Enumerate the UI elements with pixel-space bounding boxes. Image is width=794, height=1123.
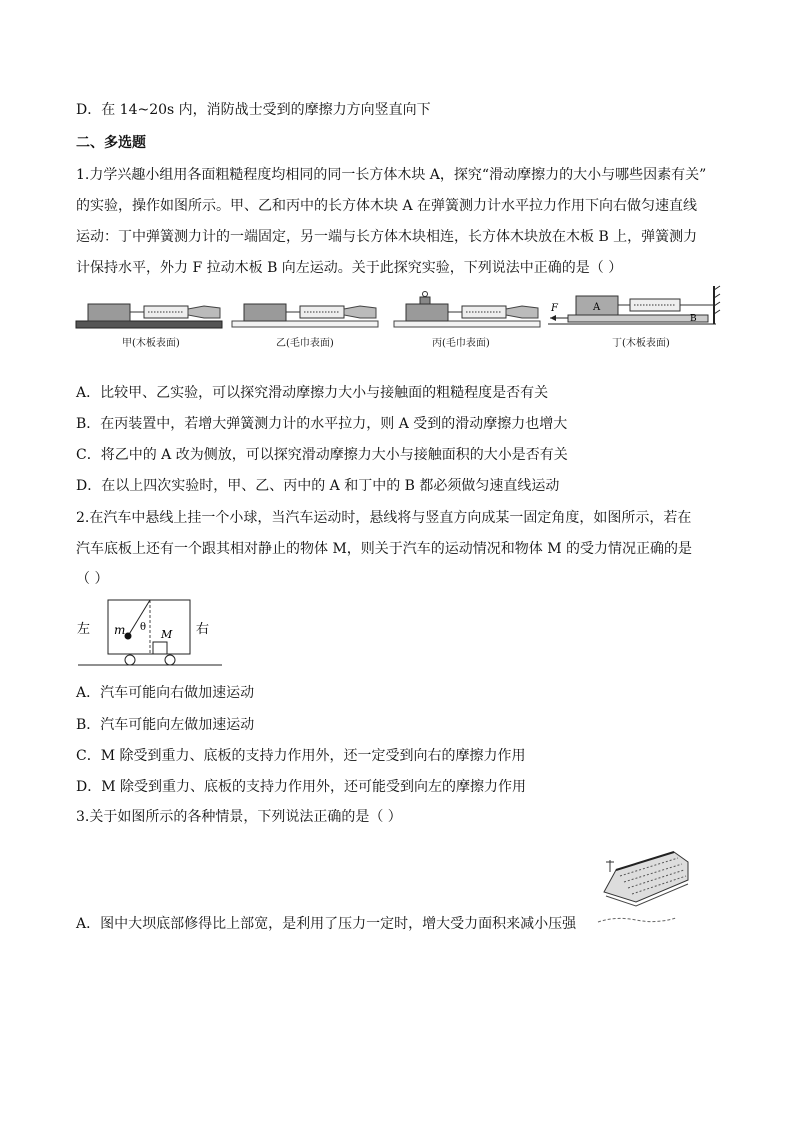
board-b-label: B <box>690 314 697 324</box>
q2-stem-line: 2.在汽车中悬线上挂一个小球，当汽车运动时，悬线将与竖直方向成某一固定角度，如图所示，若在 <box>76 510 692 526</box>
car-pendulum-figure <box>76 596 226 668</box>
q1-option-a: A．比较甲、乙实验，可以探究滑动摩擦力大小与接触面的粗糙程度是否有关 <box>76 385 549 401</box>
block-m-label: M <box>161 628 173 641</box>
force-f-label: F <box>551 303 558 314</box>
friction-figure-yi <box>230 296 380 348</box>
q3-stem: 3.关于如图所示的各种情景，下列说法正确的是（ ） <box>76 809 402 825</box>
q1-stem-line: 运动：丁中弹簧测力计的一端固定，另一端与长方体木块相连，长方体木块放在木板 B 上，弹簧测力 <box>76 229 698 245</box>
theta-label: θ <box>140 622 147 633</box>
q2-option-a: A．汽车可能向右做加速运动 <box>76 685 255 701</box>
q1-stem-line: 的实验，操作如图所示。甲、乙和丙中的长方体木块 A 在弹簧测力计水平拉力作用下向右做匀速直线 <box>76 198 698 214</box>
block-a-label: A <box>593 302 601 313</box>
section-title: 二、多选题 <box>76 135 146 151</box>
prev-question-option-d: D．在 14~20s 内，消防战士受到的摩擦力方向竖直向下 <box>76 102 431 118</box>
left-label: 左 <box>77 622 91 637</box>
figure-caption: 甲(木板表面) <box>122 338 180 349</box>
q1-stem-line: 1.力学兴趣小组用各面粗糙程度均相同的同一长方体木块 A，探究“滑动摩擦力的大小与哪些因素有关” <box>76 167 707 183</box>
q1-option-c: C．将乙中的 A 改为侧放，可以探究滑动摩擦力大小与接触面积的大小是否有关 <box>76 447 568 463</box>
q1-option-b: B．在丙装置中，若增大弹簧测力计的水平拉力，则 A 受到的滑动摩擦力也增大 <box>76 416 568 432</box>
q3-option-a: A．图中大坝底部修得比上部宽，是利用了压力一定时，增大受力面积来减小压强 <box>76 916 577 932</box>
q1-stem-line: 计保持水平，外力 F 拉动木板 B 向左运动。关于此探究实验，下列说法中正确的是（ ） <box>76 260 623 276</box>
q2-option-d: D．M 除受到重力、底板的支持力作用外，还可能受到向左的摩擦力作用 <box>76 779 527 795</box>
q2-option-c: C．M 除受到重力、底板的支持力作用外，还一定受到向右的摩擦力作用 <box>76 748 526 764</box>
right-label: 右 <box>196 622 210 637</box>
friction-figure-ding <box>546 284 722 348</box>
friction-figure-jia <box>74 296 224 348</box>
q2-stem-line: 汽车底板上还有一个跟其相对静止的物体 M，则关于汽车的运动情况和物体 M 的受力情况正确的是 <box>76 541 693 557</box>
friction-figure-bing <box>392 288 542 348</box>
q1-option-d: D．在以上四次实验时，甲、乙、丙中的 A 和丁中的 B 都必须做匀速直线运动 <box>76 478 560 494</box>
figure-caption: 丁(木板表面) <box>612 338 670 349</box>
dam-image <box>596 840 692 930</box>
figure-caption: 乙(毛巾表面) <box>276 338 334 349</box>
figure-caption: 丙(毛巾表面) <box>432 338 490 349</box>
q2-stem-line: （ ） <box>76 571 109 587</box>
ball-m-label: m <box>114 623 126 637</box>
q2-option-b: B．汽车可能向左做加速运动 <box>76 717 255 733</box>
